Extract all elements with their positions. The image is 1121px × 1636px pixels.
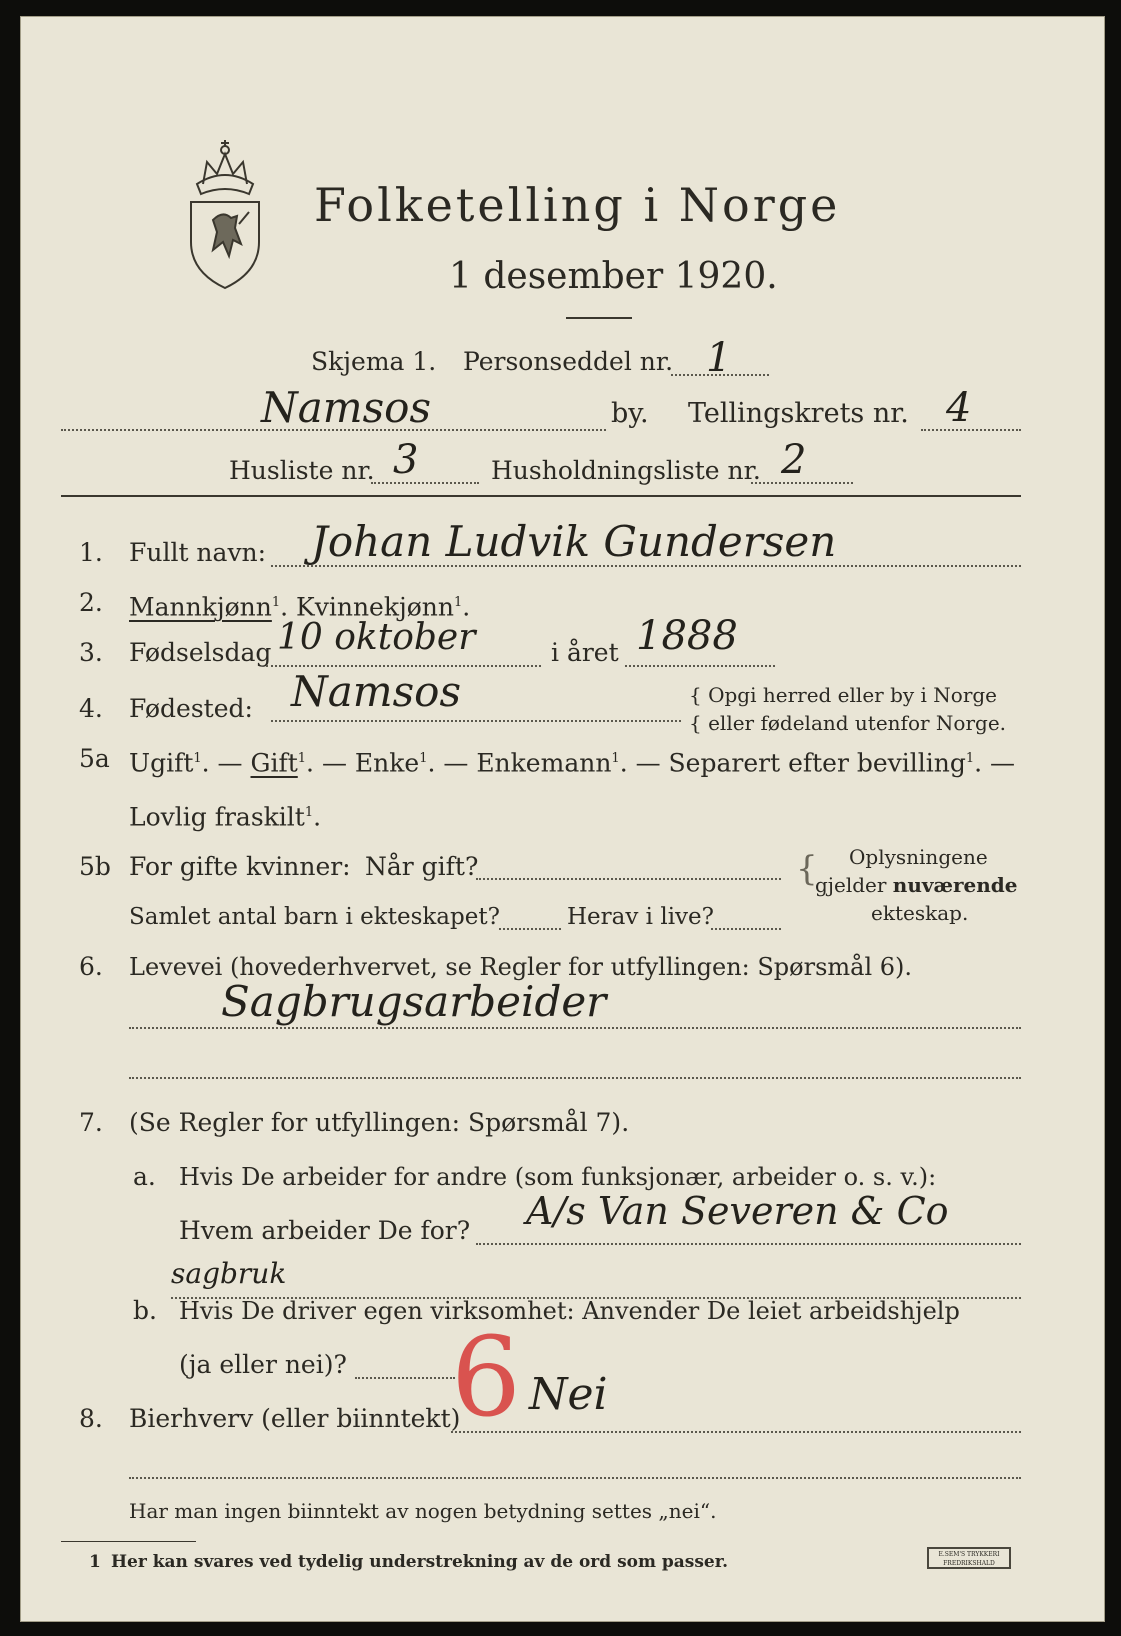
- tellingskrets-value: 4: [946, 385, 972, 431]
- q8-number: 8.: [79, 1404, 103, 1433]
- q4-number: 4.: [79, 694, 103, 723]
- q3-year-line: [625, 665, 775, 667]
- q7a-value2: sagbruk: [171, 1257, 287, 1290]
- q8-label: Bierhverv (eller biinntekt): [129, 1404, 461, 1433]
- footnote-text: Her kan svares ved tydelig understrekning av de ord som passer.: [111, 1552, 729, 1572]
- q7a-value: A/s Van Severen & Co: [526, 1189, 949, 1233]
- q3-year-label: i året: [551, 638, 619, 667]
- red-pencil-mark: 6: [451, 1313, 521, 1441]
- tellingskrets-label: Tellingskrets nr.: [688, 398, 909, 429]
- husliste-value: 3: [393, 437, 419, 483]
- q6-line2: [129, 1077, 1021, 1079]
- q2-number: 2.: [79, 588, 103, 617]
- q5b-naar-gift-line: [476, 878, 781, 880]
- footnote-divider: [61, 1541, 196, 1542]
- q3-label: Fødselsdag: [129, 638, 272, 667]
- husliste-label: Husliste nr.: [229, 456, 375, 485]
- q5b-note3: ekteskap.: [871, 901, 969, 925]
- q5b-herav-line: [711, 928, 781, 930]
- q5b-samlet: Samlet antal barn i ekteskapet?: [129, 904, 500, 930]
- by-label: by.: [611, 398, 649, 429]
- q5b-note-brace: {: [796, 849, 818, 889]
- q4-note-line2: { eller fødeland utenfor Norge.: [689, 711, 1007, 735]
- q6-value: Sagbrugsarbeider: [221, 977, 607, 1026]
- q4-line: [271, 720, 681, 722]
- q5b-number: 5b: [79, 852, 111, 881]
- town-value: Namsos: [261, 383, 432, 432]
- norwegian-coat-of-arms-icon: [179, 132, 271, 292]
- q5a-number: 5a: [79, 744, 110, 773]
- husliste-line: [371, 482, 479, 484]
- husholdningsliste-value: 2: [781, 437, 807, 483]
- personseddel-label: Personseddel nr.: [463, 347, 674, 376]
- q4-label: Fødested:: [129, 694, 253, 723]
- q5b-herav: Herav i live?: [567, 904, 714, 930]
- form-title: Folketelling i Norge: [314, 178, 841, 232]
- printer-stamp: E.SEM'S TRYKKERI FREDRIKSHALD: [927, 1547, 1011, 1569]
- q1-label: Fullt navn:: [129, 538, 267, 567]
- q7b-text: Hvis De driver egen virksomhet: Anvender De leiet arbeidshjelp: [179, 1297, 960, 1325]
- q3-year-value: 1888: [636, 613, 738, 659]
- q7a-question: Hvem arbeider De for?: [179, 1216, 471, 1245]
- q3-day-value: 10 oktober: [277, 617, 476, 658]
- q4-note-line1: { Opgi herred eller by i Norge: [689, 683, 998, 707]
- q1-number: 1.: [79, 538, 103, 567]
- q5a-fraskilt: Lovlig fraskilt$^1$.: [129, 802, 322, 832]
- header-divider: [61, 495, 1021, 497]
- q5b-note2: gjelder nuværende: [815, 873, 1018, 897]
- q5b-note1: Oplysningene: [849, 845, 988, 869]
- q6-line1: [129, 1027, 1021, 1029]
- q3-number: 3.: [79, 638, 103, 667]
- census-date: 1 desember 1920.: [449, 256, 778, 297]
- biinntekt-note: Har man ingen biinntekt av nogen betydning settes „nei“.: [129, 1499, 717, 1523]
- title-divider: [566, 317, 632, 319]
- q7-number: 7.: [79, 1108, 103, 1137]
- personseddel-value: 1: [706, 335, 732, 381]
- census-form: [20, 16, 1105, 1622]
- q8-line2: [129, 1477, 1021, 1479]
- q5b-label: For gifte kvinner:: [129, 852, 351, 881]
- q7b-question: (ja eller nei)?: [179, 1350, 347, 1379]
- q7-label: (Se Regler for utfyllingen: Spørsmål 7).: [129, 1108, 630, 1137]
- q2-mann: Mannkjønn$^1$. Kvinnekjønn$^1$.: [129, 592, 471, 622]
- footnote-number: 1: [89, 1552, 101, 1572]
- q7b-line: [355, 1377, 455, 1379]
- q7b-letter: b.: [133, 1296, 157, 1325]
- q5a-options: Ugift$^1$. — Gift$^1$. — Enke$^1$. — Enkemann$^1$. — Separert efter bevilling$^1$. —: [129, 748, 1016, 778]
- q7a-line: [476, 1243, 1021, 1245]
- q1-value: Johan Ludvik Gundersen: [311, 517, 837, 566]
- q8-value: Nei: [529, 1369, 608, 1420]
- q7a-letter: a.: [133, 1162, 156, 1191]
- q6-label: Levevei (hovederhvervet, se Regler for utfyllingen: Spørsmål 6).: [129, 953, 913, 981]
- q5b-samlet-line: [499, 928, 561, 930]
- q6-number: 6.: [79, 952, 103, 981]
- q5b-naar-gift: Når gift?: [365, 852, 479, 881]
- q8-line: [451, 1431, 1021, 1433]
- q4-value: Namsos: [291, 667, 462, 716]
- q7a-text: Hvis De arbeider for andre (som funksjonær, arbeider o. s. v.):: [179, 1163, 937, 1191]
- husholdningsliste-label: Husholdningsliste nr.: [491, 456, 761, 485]
- skjema-label: Skjema 1.: [311, 347, 437, 376]
